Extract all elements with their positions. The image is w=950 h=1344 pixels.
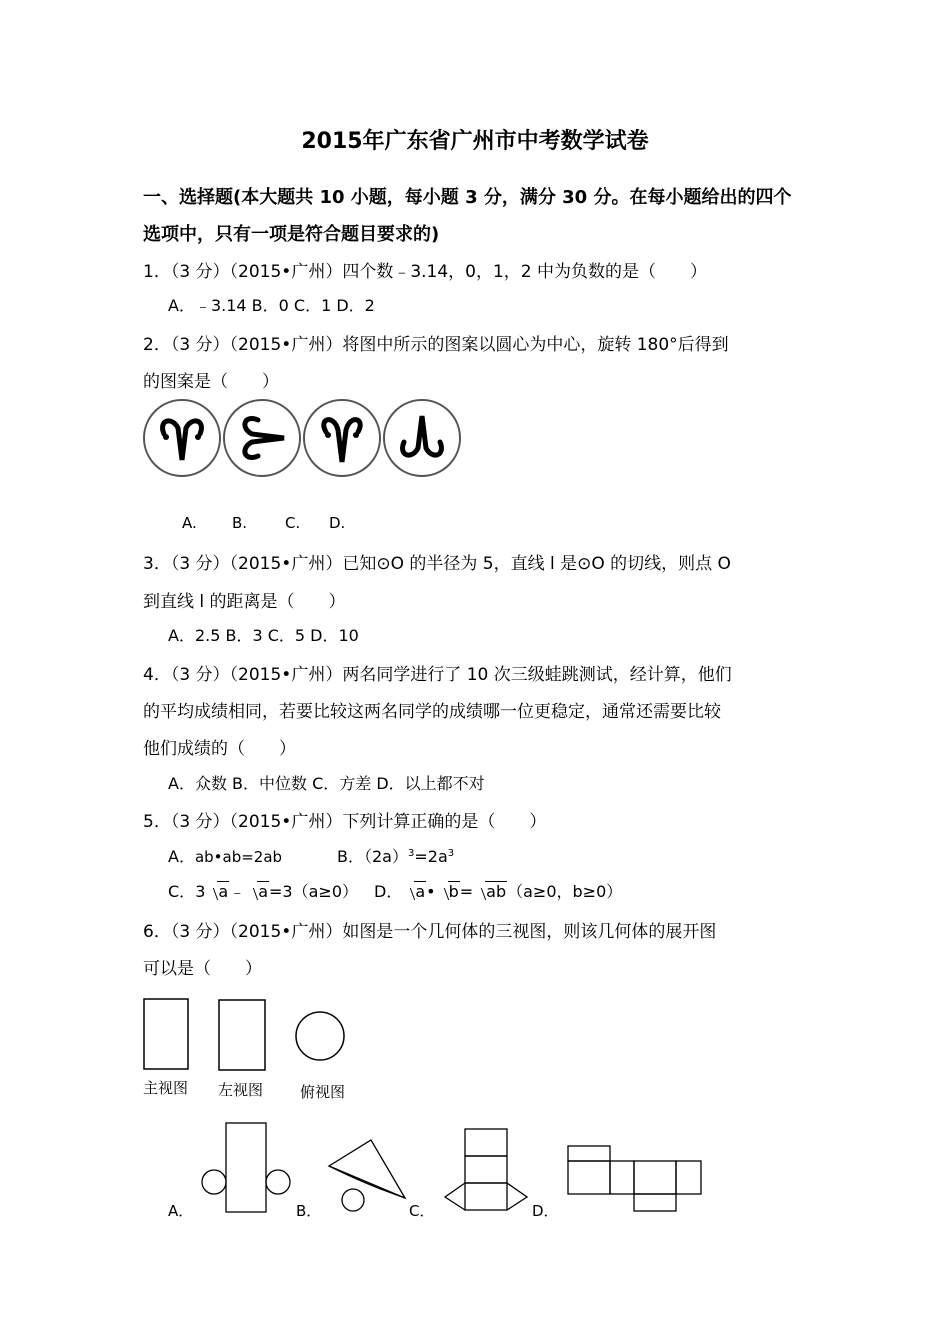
left-view-rect [219,1000,265,1070]
q5-option-b-exp2: 3 [447,848,455,859]
q2-label-b: B. [232,514,248,532]
q2-label-d: D. [329,514,346,532]
q5-option-a-text: ab•ab=2ab [194,848,283,866]
q6-net-b [329,1140,405,1211]
q4-stem-line3: 他们成绩的（ ） [143,739,296,759]
q5-option-c-sqrt-a: a [206,882,229,901]
q6-option-b-label: B． [296,1202,322,1220]
q6-option-d-label: D． [532,1202,559,1220]
q5-option-b-eq: =2a [414,847,448,866]
q6-option-c-label: C． [409,1202,435,1220]
left-view-label: 左视图 [218,1081,264,1099]
q1-options: A．﹣3.14 B．0 C．1 D．2 [168,296,375,315]
q4-stem-line2: 的平均成绩相同，若要比较这两名同学的成绩哪一位更稳定，通常还需要比较 [143,702,721,722]
q6-net-a [202,1123,290,1212]
q5-option-d-rest: （a≥0，b≥0） [507,882,623,901]
q6-net-d [568,1146,701,1211]
page-title: 2015年广东省广州市中考数学试卷 [301,129,649,154]
q4-stem-line1: 4．（3 分）（2015•广州）两名同学进行了 10 次三级蛙跳测试，经计算，他们 [143,665,732,685]
q3-stem-line2: 到直线 l 的距离是（ ） [143,592,346,612]
q5-option-c-sqrt-a2: a [246,882,269,901]
q2-figure-c [304,400,380,476]
q2-rotation-figures [140,396,470,482]
q5-option-d-dot: • [426,882,436,901]
q5-option-a [168,844,282,867]
q5-option-d-label: D． [374,882,403,901]
q2-figure-a [144,400,220,476]
q5-option-b-exp: 3 [407,848,415,859]
q5-option-d-sqrt-b: b [437,882,460,901]
top-view-label: 俯视图 [300,1083,346,1101]
front-view-label: 主视图 [143,1079,189,1097]
q2-label-a: A. [182,514,197,532]
q5-option-c-coef: 3 [195,882,206,901]
q5-option-c-minus: ﹣ [229,882,246,901]
q6-stem-line1: 6．（3 分）（2015•广州）如图是一个几何体的三视图，则该几何体的展开图 [143,922,717,942]
q2-label-c: C. [285,514,301,532]
q5-option-a-label: A． [168,847,195,866]
q5-option-b-label: B． [337,847,364,866]
q5-option-d-sqrt-ab: ab [474,882,507,901]
q6-stem-line2: 可以是（ ） [143,959,262,979]
section-heading-line2: 选项中，只有一项是符合题目要求的) [143,224,440,245]
q5-stem: 5．（3 分）（2015•广州）下列计算正确的是（ ） [143,812,547,832]
q3-options: A．2.5 B．3 C．5 D．10 [168,626,359,645]
q6-option-a-label: A． [168,1202,194,1220]
q5-option-c-label: C． [168,882,196,901]
q2-figure-b [224,400,300,476]
q6-net-options [195,1120,715,1220]
q5-option-d [374,879,622,902]
top-view-circle [296,1012,344,1060]
q6-net-c [445,1129,527,1210]
section-heading-line1: 一、选择题(本大题共 10 小题，每小题 3 分，满分 30 分。在每小题给出的四个 [143,187,792,208]
q5-option-c-rest: =3（a≥0） [269,882,358,901]
q1-stem: 1．（3 分）（2015•广州）四个数﹣3.14，0，1，2 中为负数的是（ ） [143,262,708,282]
q5-option-d-eq: = [459,882,474,901]
q5-option-c [168,879,358,902]
q2-figure-d [384,400,460,476]
q2-stem-line1: 2．（3 分）（2015•广州）将图中所示的图案以圆心为中心，旋转 180°后得到 [143,335,729,355]
q6-three-views [140,994,360,1074]
q4-options: A．众数 B．中位数 C．方差 D．以上都不对 [168,774,485,793]
front-view-rect [144,999,188,1069]
q5-option-d-sqrt-a: a [403,882,426,901]
q5-option-b [337,844,454,867]
q3-stem-line1: 3．（3 分）（2015•广州）已知⊙O 的半径为 5，直线 l 是⊙O 的切线，则点 O [143,554,731,574]
q5-option-b-base: （2a） [363,847,408,866]
q2-stem-line2: 的图案是（ ） [143,372,279,392]
